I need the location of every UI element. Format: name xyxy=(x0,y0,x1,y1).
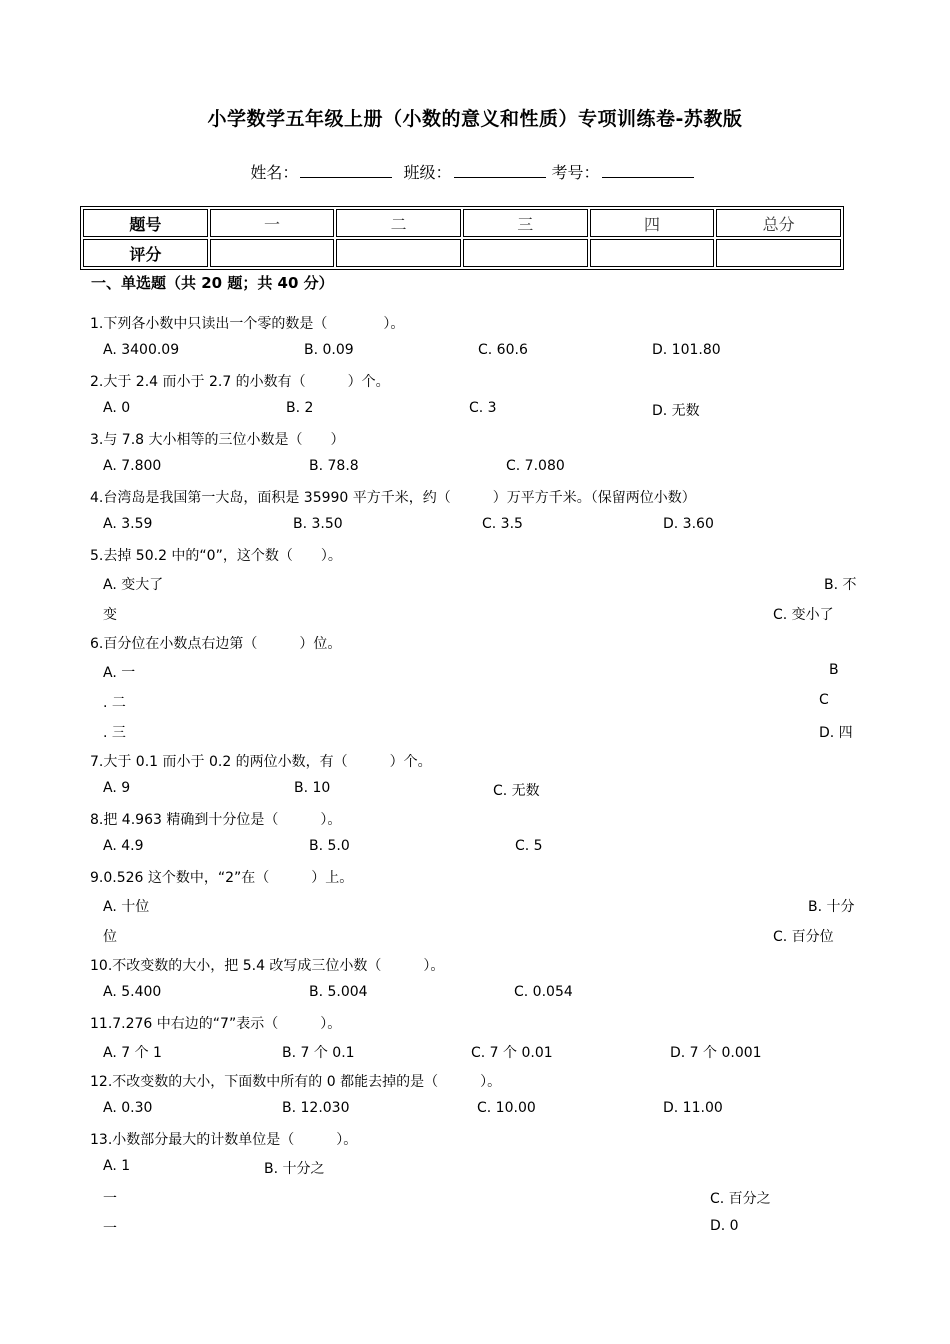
class-blank[interactable] xyxy=(454,161,546,178)
question-4: 4.台湾岛是我国第一大岛，面积是 35990 平方千米，约（ ）万平方千米。（保留两位小数） xyxy=(90,490,696,506)
option-c[interactable]: C. 变小了 xyxy=(773,607,834,623)
question-13: 13.小数部分最大的计数单位是（ ）。 xyxy=(90,1132,358,1148)
option-c[interactable]: C. 10.00 xyxy=(477,1100,536,1116)
option-a[interactable]: A. 3400.09 xyxy=(103,342,180,358)
exam-label: 考号： xyxy=(551,163,600,182)
option-b[interactable]: B. 7 个 0.1 xyxy=(282,1045,355,1061)
option-c[interactable]: C. 百分位 xyxy=(773,929,834,945)
option-c[interactable]: C. 0.054 xyxy=(514,984,573,1000)
score-header-cell: 一 xyxy=(210,209,335,237)
option-d[interactable]: D. 0 xyxy=(710,1218,739,1234)
option-d[interactable]: D. 11.00 xyxy=(663,1100,723,1116)
question-10: 10.不改变数的大小，把 5.4 改写成三位小数（ ）。 xyxy=(90,958,445,974)
option-c[interactable]: C. 7 个 0.01 xyxy=(471,1045,553,1061)
option-b[interactable]: B. 0.09 xyxy=(304,342,354,358)
option-a[interactable]: A. 9 xyxy=(103,780,131,796)
question-2: 2.大于 2.4 而小于 2.7 的小数有（ ）个。 xyxy=(90,374,390,390)
score-cell[interactable] xyxy=(463,239,588,267)
score-header-cell: 题号 xyxy=(83,209,208,237)
score-cell[interactable] xyxy=(336,239,461,267)
score-cell[interactable] xyxy=(590,239,715,267)
option-a[interactable]: A. 7 个 1 xyxy=(103,1045,162,1061)
score-table xyxy=(80,206,844,270)
option-a[interactable]: A. 3.59 xyxy=(103,516,153,532)
option-c[interactable]: C. 60.6 xyxy=(478,342,528,358)
score-cell[interactable] xyxy=(210,239,335,267)
option-c-letter[interactable]: C xyxy=(819,692,829,708)
page-title: 小学数学五年级上册（小数的意义和性质）专项训练卷-苏教版 xyxy=(207,108,743,130)
name-label: 姓名： xyxy=(250,163,299,182)
option-d[interactable]: D. 四 xyxy=(819,725,853,741)
option-b-wrap[interactable]: 一 xyxy=(103,1191,117,1207)
question-11: 11.7.276 中右边的“7”表示（ ）。 xyxy=(90,1016,342,1032)
option-d[interactable]: D. 无数 xyxy=(652,403,700,419)
option-b-wrap[interactable]: 位 xyxy=(103,929,117,945)
exam-blank[interactable] xyxy=(602,161,694,178)
option-b-wrap[interactable]: . 二 xyxy=(103,695,126,711)
option-d[interactable]: D. 3.60 xyxy=(663,516,714,532)
student-info xyxy=(0,160,950,183)
option-b[interactable]: B. 2 xyxy=(286,400,314,416)
question-9: 9.0.526 这个数中，“2”在（ ）上。 xyxy=(90,870,354,886)
score-header-cell: 总分 xyxy=(716,209,841,237)
score-header-row xyxy=(83,209,841,237)
option-b[interactable]: B. 78.8 xyxy=(309,458,359,474)
question-6: 6.百分位在小数点右边第（ ）位。 xyxy=(90,636,342,652)
score-header-cell: 四 xyxy=(590,209,715,237)
option-b[interactable]: B. 10 xyxy=(294,780,331,796)
score-header-cell: 二 xyxy=(336,209,461,237)
question-8: 8.把 4.963 精确到十分位是（ ）。 xyxy=(90,812,342,828)
option-c[interactable]: C. 5 xyxy=(515,838,543,854)
option-c[interactable]: C. 7.080 xyxy=(506,458,565,474)
option-a[interactable]: A. 1 xyxy=(103,1158,131,1174)
option-b[interactable]: B. 十分之 xyxy=(264,1161,325,1177)
score-cell[interactable] xyxy=(716,239,841,267)
option-b[interactable]: B. 3.50 xyxy=(293,516,343,532)
question-12: 12.不改变数的大小，下面数中所有的 0 都能去掉的是（ ）。 xyxy=(90,1074,502,1090)
score-row xyxy=(83,239,841,267)
option-c-wrap[interactable]: 一 xyxy=(103,1221,117,1237)
option-c[interactable]: C. 百分之 xyxy=(710,1191,771,1207)
option-a[interactable]: A. 0 xyxy=(103,400,131,416)
option-c-wrap[interactable]: . 三 xyxy=(103,725,126,741)
option-b[interactable]: B. 不 xyxy=(824,577,857,593)
option-d[interactable]: D. 101.80 xyxy=(652,342,721,358)
option-a[interactable]: A. 变大了 xyxy=(103,577,164,593)
question-3: 3.与 7.8 大小相等的三位小数是（ ） xyxy=(90,432,345,448)
option-a[interactable]: A. 0.30 xyxy=(103,1100,153,1116)
option-b[interactable]: B. 十分 xyxy=(808,899,855,915)
option-b[interactable]: B. 12.030 xyxy=(282,1100,350,1116)
option-b[interactable]: B. 5.0 xyxy=(309,838,350,854)
option-b-letter[interactable]: B xyxy=(829,662,839,678)
score-header-cell: 三 xyxy=(463,209,588,237)
option-b-wrap[interactable]: 变 xyxy=(103,607,117,623)
option-c[interactable]: C. 3 xyxy=(469,400,497,416)
option-a[interactable]: A. 4.9 xyxy=(103,838,144,854)
option-a[interactable]: A. 7.800 xyxy=(103,458,162,474)
name-blank[interactable] xyxy=(300,161,392,178)
option-b[interactable]: B. 5.004 xyxy=(309,984,368,1000)
section-heading: 一、单选题（共 20 题；共 40 分） xyxy=(91,274,334,292)
question-1: 1.下列各小数中只读出一个零的数是（ ）。 xyxy=(90,316,405,332)
option-c[interactable]: C. 3.5 xyxy=(482,516,523,532)
question-7: 7.大于 0.1 而小于 0.2 的两位小数，有（ ）个。 xyxy=(90,754,432,770)
option-c[interactable]: C. 无数 xyxy=(493,783,540,799)
option-a[interactable]: A. 十位 xyxy=(103,899,150,915)
class-label: 班级： xyxy=(403,163,452,182)
score-row-label: 评分 xyxy=(83,239,208,267)
question-5: 5.去掉 50.2 中的“0”，这个数（ ）。 xyxy=(90,548,342,564)
option-a[interactable]: A. 一 xyxy=(103,665,136,681)
option-d[interactable]: D. 7 个 0.001 xyxy=(670,1045,762,1061)
option-a[interactable]: A. 5.400 xyxy=(103,984,162,1000)
